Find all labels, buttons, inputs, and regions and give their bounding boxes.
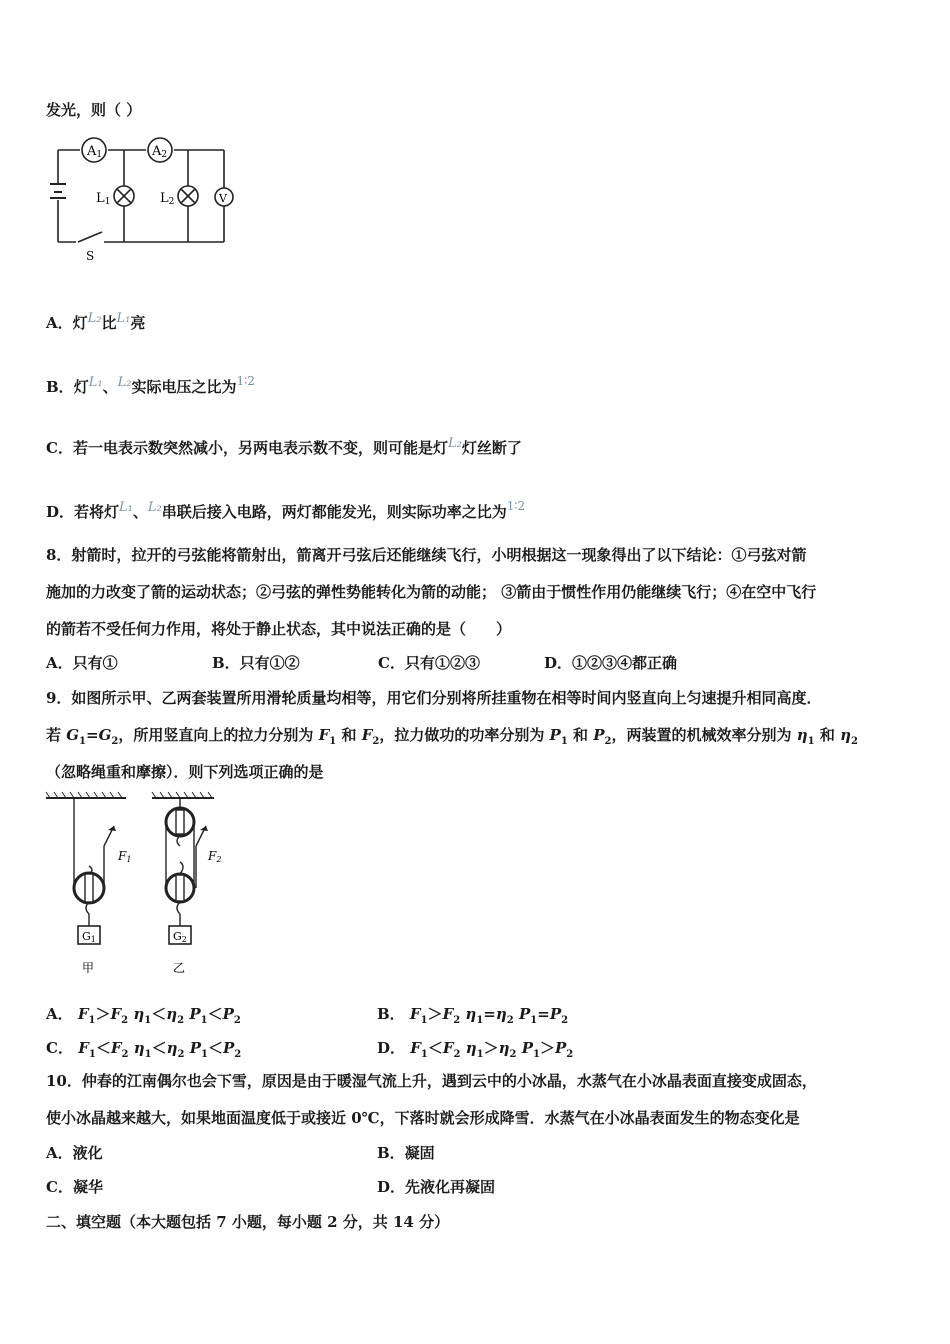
switch-label: S: [86, 249, 95, 263]
q7-option-b: B．灯L₁、L₂实际电压之比为$^{1∶2}$: [46, 374, 255, 396]
q8-option-a: A．只有①: [46, 654, 118, 672]
q8-option-d: D．①②③④都正确: [544, 654, 678, 672]
weight-g2-label: G2: [173, 930, 187, 944]
section-heading: 二、填空题（本大题包括 7 小题，每小题 2 分，共 14 分）: [46, 1213, 450, 1231]
q8-line-2: 施加的力改变了箭的运动状态；②弓弦的弹性势能转化为箭的动能； ③箭由于惯性作用仍能继续飞行；④在空中飞行: [46, 583, 817, 601]
ammeter-a1-label: A1: [87, 144, 103, 160]
q9-option-b: B． $F_1>F_2$ $\eta_1=\eta_2$ $P_1=P_2$: [377, 1005, 569, 1026]
q10-line-2: 使小冰晶越来越大，如果地面温度低于或接近 0℃，下落时就会形成降雪．水蒸气在小冰晶表面发生的物态变化是: [46, 1109, 800, 1127]
q9-line-2: 若 $G_1=G_2$，所用竖直向上的拉力分别为 $F_1$ 和 $F_2$，拉力做功的功率分别为 $P_1$ 和 $P_2$，两装置的机械效率分别为 $\eta_1$ 和 $\eta_2$: [46, 726, 858, 747]
force-f2-label: F2: [208, 849, 222, 864]
q8-option-c: C．只有①②③: [378, 654, 480, 672]
ammeter-a2-label: A2: [152, 144, 168, 160]
force-f1-label: F1: [118, 849, 132, 864]
q7-option-c: C．若一电表示数突然减小，另两电表示数不变，则可能是灯L₂灯丝断了: [46, 436, 522, 457]
circuit-diagram: [44, 132, 244, 264]
q7-option-a: A．灯L₂比L₁亮: [46, 311, 146, 332]
lamp-l1-label: L1: [96, 191, 111, 207]
q9-option-d: D． $F_1<F_2$ $\eta_1>\eta_2$ $P_1>P_2$: [377, 1039, 574, 1060]
q7-option-d: D．若将灯L₁、L₂串联后接入电路，两灯都能发光，则实际功率之比为$^{1∶2}$: [46, 499, 526, 521]
weight-g1-label: G1: [82, 930, 96, 944]
q10-option-a: A．液化: [46, 1144, 103, 1162]
q7-stem-tail: 发光，则（ ）: [46, 101, 142, 119]
q10-line-1: 10．仲春的江南偶尔也会下雪，原因是由于暖湿气流上升，遇到云中的小冰晶，水蒸气在小冰晶表面直接变成固态，: [46, 1072, 817, 1090]
q8-line-1: 8．射箭时，拉开的弓弦能将箭射出，箭离开弓弦后还能继续飞行，小明根据这一现象得出了以下结论：①弓弦对箭: [46, 546, 807, 564]
label-yi: 乙: [173, 961, 186, 975]
lamp-l2-label: L2: [160, 191, 175, 207]
q8-line-3: 的箭若不受任何力作用，将处于静止状态，其中说法正确的是（ ）: [46, 620, 512, 638]
q9-line-1: 9．如图所示甲、乙两套装置所用滑轮质量均相等，用它们分别将所挂重物在相等时间内竖直向上匀速提升相同高度．: [46, 689, 822, 707]
q9-option-c: C． $F_1<F_2$ $\eta_1<\eta_2$ $P_1<P_2$: [46, 1039, 242, 1060]
q9-option-a: A． $F_1>F_2$ $\eta_1<\eta_2$ $P_1<P_2$: [46, 1005, 241, 1026]
q8-option-b: B．只有①②: [212, 654, 300, 672]
pulley-figure: [44, 790, 224, 980]
q9-line-3: （忽略绳重和摩擦）．则下列选项正确的是: [46, 763, 324, 781]
q10-option-c: C．凝华: [46, 1178, 103, 1196]
q10-option-d: D．先液化再凝固: [377, 1178, 496, 1196]
q10-option-b: B．凝固: [377, 1144, 435, 1162]
label-jia: 甲: [82, 961, 95, 975]
voltmeter-label: V: [219, 192, 227, 205]
